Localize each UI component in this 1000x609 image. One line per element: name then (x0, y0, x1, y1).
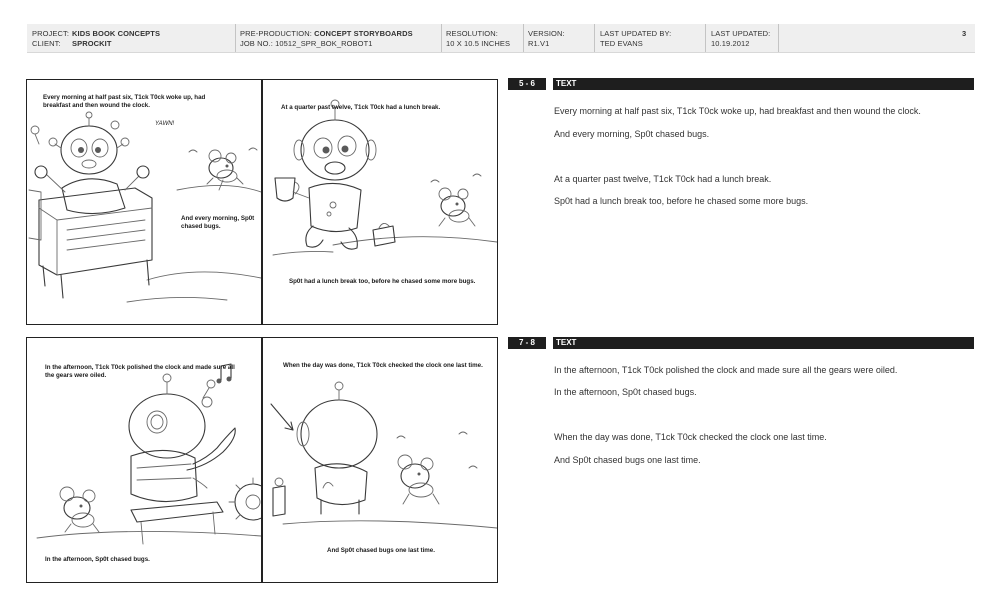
caption-spot-lunch: Sp0t had a lunch break too, before he chased some more bugs. (289, 278, 476, 285)
section-label: TEXT (553, 337, 974, 349)
preproduction-cell (240, 29, 413, 51)
project-client-cell (32, 29, 160, 51)
updated-by-cell (600, 29, 671, 51)
header-divider (235, 24, 236, 52)
preproduction-label: PRE-PRODUCTION: (240, 29, 312, 38)
sketch-robot-waking-up (27, 80, 261, 324)
updated-label: LAST UPDATED: (711, 29, 771, 38)
caption-spot-afternoon: In the afternoon, Sp0t chased bugs. (45, 556, 150, 563)
sketch-robot-checking-clock (263, 338, 497, 582)
project-label: PROJECT: (32, 29, 70, 38)
header-divider (594, 24, 595, 52)
script-text-line: And every morning, Sp0t chased bugs. (554, 129, 710, 139)
page-range-label: 7 - 8 (508, 337, 546, 349)
section-label: TEXT (553, 78, 974, 90)
header-divider (705, 24, 706, 52)
caption-day-done: When the day was done, T1ck T0ck checked the clock one last time. (283, 362, 483, 369)
client-label: CLIENT: (32, 39, 61, 48)
section-bar-7-8 (508, 337, 974, 349)
yawn-text: YAWN! (155, 121, 175, 127)
caption-spot-morning: And every morning, Sp0t chased bugs. (181, 215, 255, 230)
sketch-robot-lunch (263, 80, 497, 324)
version-value: R1.V1 (528, 39, 550, 48)
script-text-line: When the day was done, T1ck T0ck checked the clock one last time. (554, 432, 827, 442)
project-value: KIDS BOOK CONCEPTS (72, 29, 161, 38)
page-number: 3 (962, 29, 967, 38)
script-text-line: Every morning at half past six, T1ck T0ck woke up, had breakfast and then wound the clock. (554, 106, 921, 116)
job-value: 10512_SPR_BOK_ROBOT1 (275, 39, 373, 48)
version-label: VERSION: (528, 29, 565, 38)
script-text-line: In the afternoon, Sp0t chased bugs. (554, 387, 697, 397)
resolution-value: 10 X 10.5 INCHES (446, 39, 511, 48)
storyboard-header (27, 24, 975, 53)
script-text-line: In the afternoon, T1ck T0ck polished the clock and made sure all the gears were oiled. (554, 365, 898, 375)
storyboard-spread-5-6 (26, 79, 498, 325)
script-text-line: At a quarter past twelve, T1ck T0ck had a lunch break. (554, 174, 772, 184)
resolution-cell (446, 29, 510, 51)
caption-morning: Every morning at half past six, T1ck T0ck woke up, had breakfast and then wound the clock. (43, 94, 206, 109)
client-value: SPROCKIT (72, 39, 112, 48)
header-divider (778, 24, 779, 52)
caption-lunch: At a quarter past twelve, T1ck T0ck had a lunch break. (281, 104, 441, 111)
preproduction-value: CONCEPT STORYBOARDS (314, 29, 413, 38)
version-cell (528, 29, 565, 51)
caption-spot-last-time: And Sp0t chased bugs one last time. (327, 547, 435, 554)
script-text-line: And Sp0t chased bugs one last time. (554, 455, 701, 465)
storyboard-page-8 (263, 338, 497, 582)
storyboard-spread-7-8 (26, 337, 498, 583)
updated-by-label: LAST UPDATED BY: (600, 29, 672, 38)
storyboard-page-7 (27, 338, 261, 582)
caption-afternoon: In the afternoon, T1ck T0ck polished the clock and made sure all the gears were oiled. (45, 364, 235, 379)
header-divider (523, 24, 524, 52)
storyboard-page-6 (263, 80, 497, 324)
updated-cell (711, 29, 770, 51)
updated-by-value: TED EVANS (600, 39, 643, 48)
header-divider (441, 24, 442, 52)
job-label: JOB NO.: (240, 39, 273, 48)
section-bar-5-6 (508, 78, 974, 90)
page-range-label: 5 - 6 (508, 78, 546, 90)
resolution-label: RESOLUTION: (446, 29, 498, 38)
script-text-line: Sp0t had a lunch break too, before he chased some more bugs. (554, 196, 809, 206)
updated-value: 10.19.2012 (711, 39, 750, 48)
storyboard-page-5 (27, 80, 261, 324)
